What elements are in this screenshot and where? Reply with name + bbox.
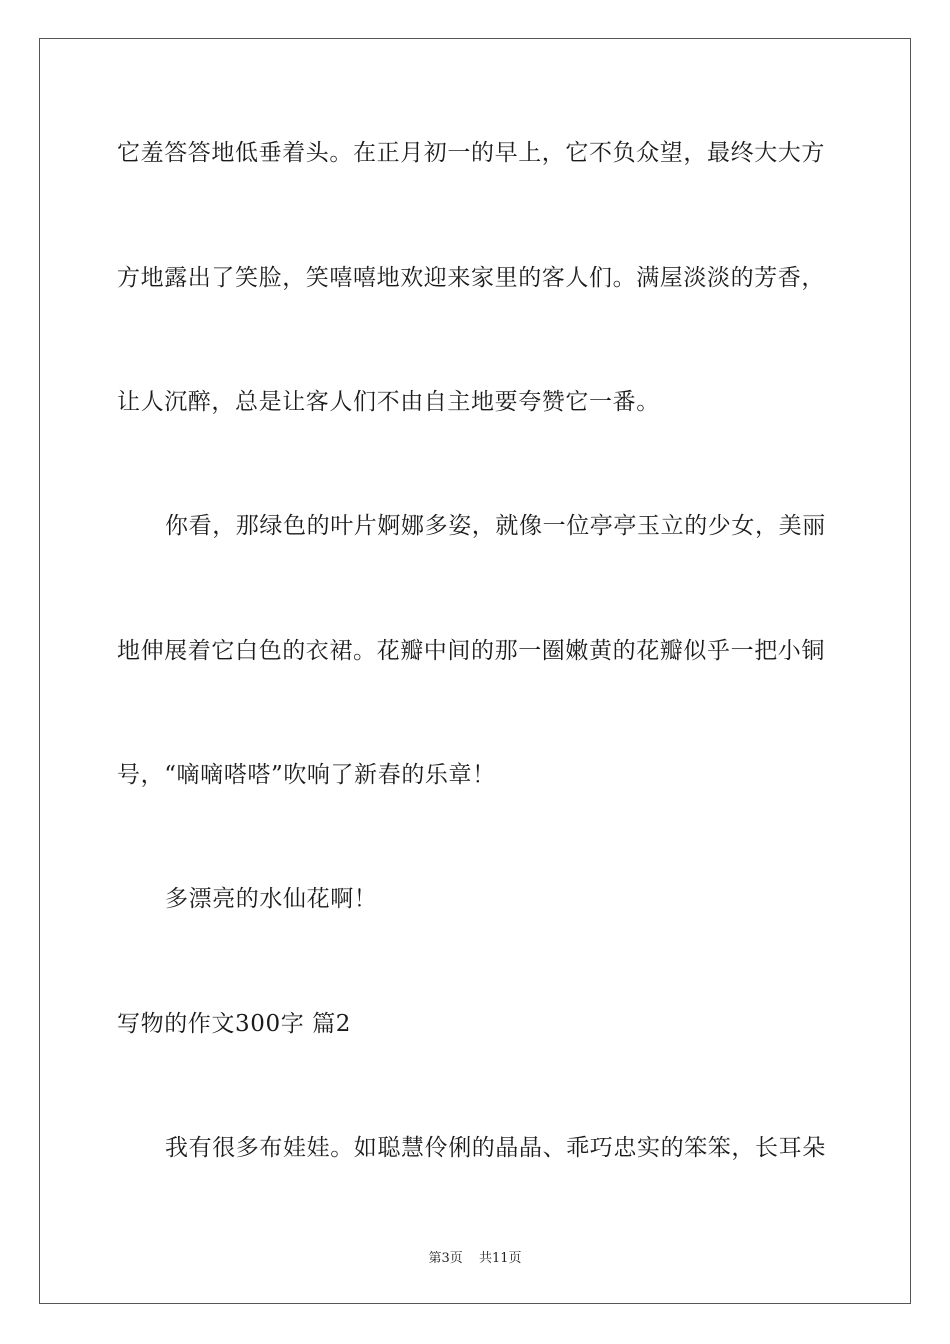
- paragraph-line: 方地露出了笑脸，笑嘻嘻地欢迎来家里的客人们。满屋淡淡的芳香，: [117, 265, 825, 291]
- paragraph-line: 号，“嘀嘀嗒嗒”吹响了新春的乐章！: [117, 762, 496, 788]
- paragraph-line: 多漂亮的水仙花啊！: [165, 886, 378, 912]
- section-heading: 写物的作文300字 篇2: [117, 1011, 352, 1037]
- page-border: [39, 38, 911, 1304]
- paragraph-line: 地伸展着它白色的衣裙。花瓣中间的那一圈嫩黄的花瓣似乎一把小铜: [117, 638, 825, 664]
- paragraph-line: 让人沉醉，总是让客人们不由自主地要夸赞它一番。: [117, 389, 660, 415]
- page-number: 第3页: [428, 1251, 463, 1266]
- paragraph-line: 我有很多布娃娃。如聪慧伶俐的晶晶、乖巧忠实的笨笨，长耳朵: [165, 1135, 826, 1161]
- paragraph-line: 它羞答答地低垂着头。在正月初一的早上，它不负众望，最终大大方: [117, 140, 825, 166]
- page-total: 共11页: [478, 1251, 522, 1266]
- paragraph-line: 你看，那绿色的叶片婀娜多姿，就像一位亭亭玉立的少女，美丽: [165, 513, 826, 539]
- page-footer: [0, 1247, 950, 1266]
